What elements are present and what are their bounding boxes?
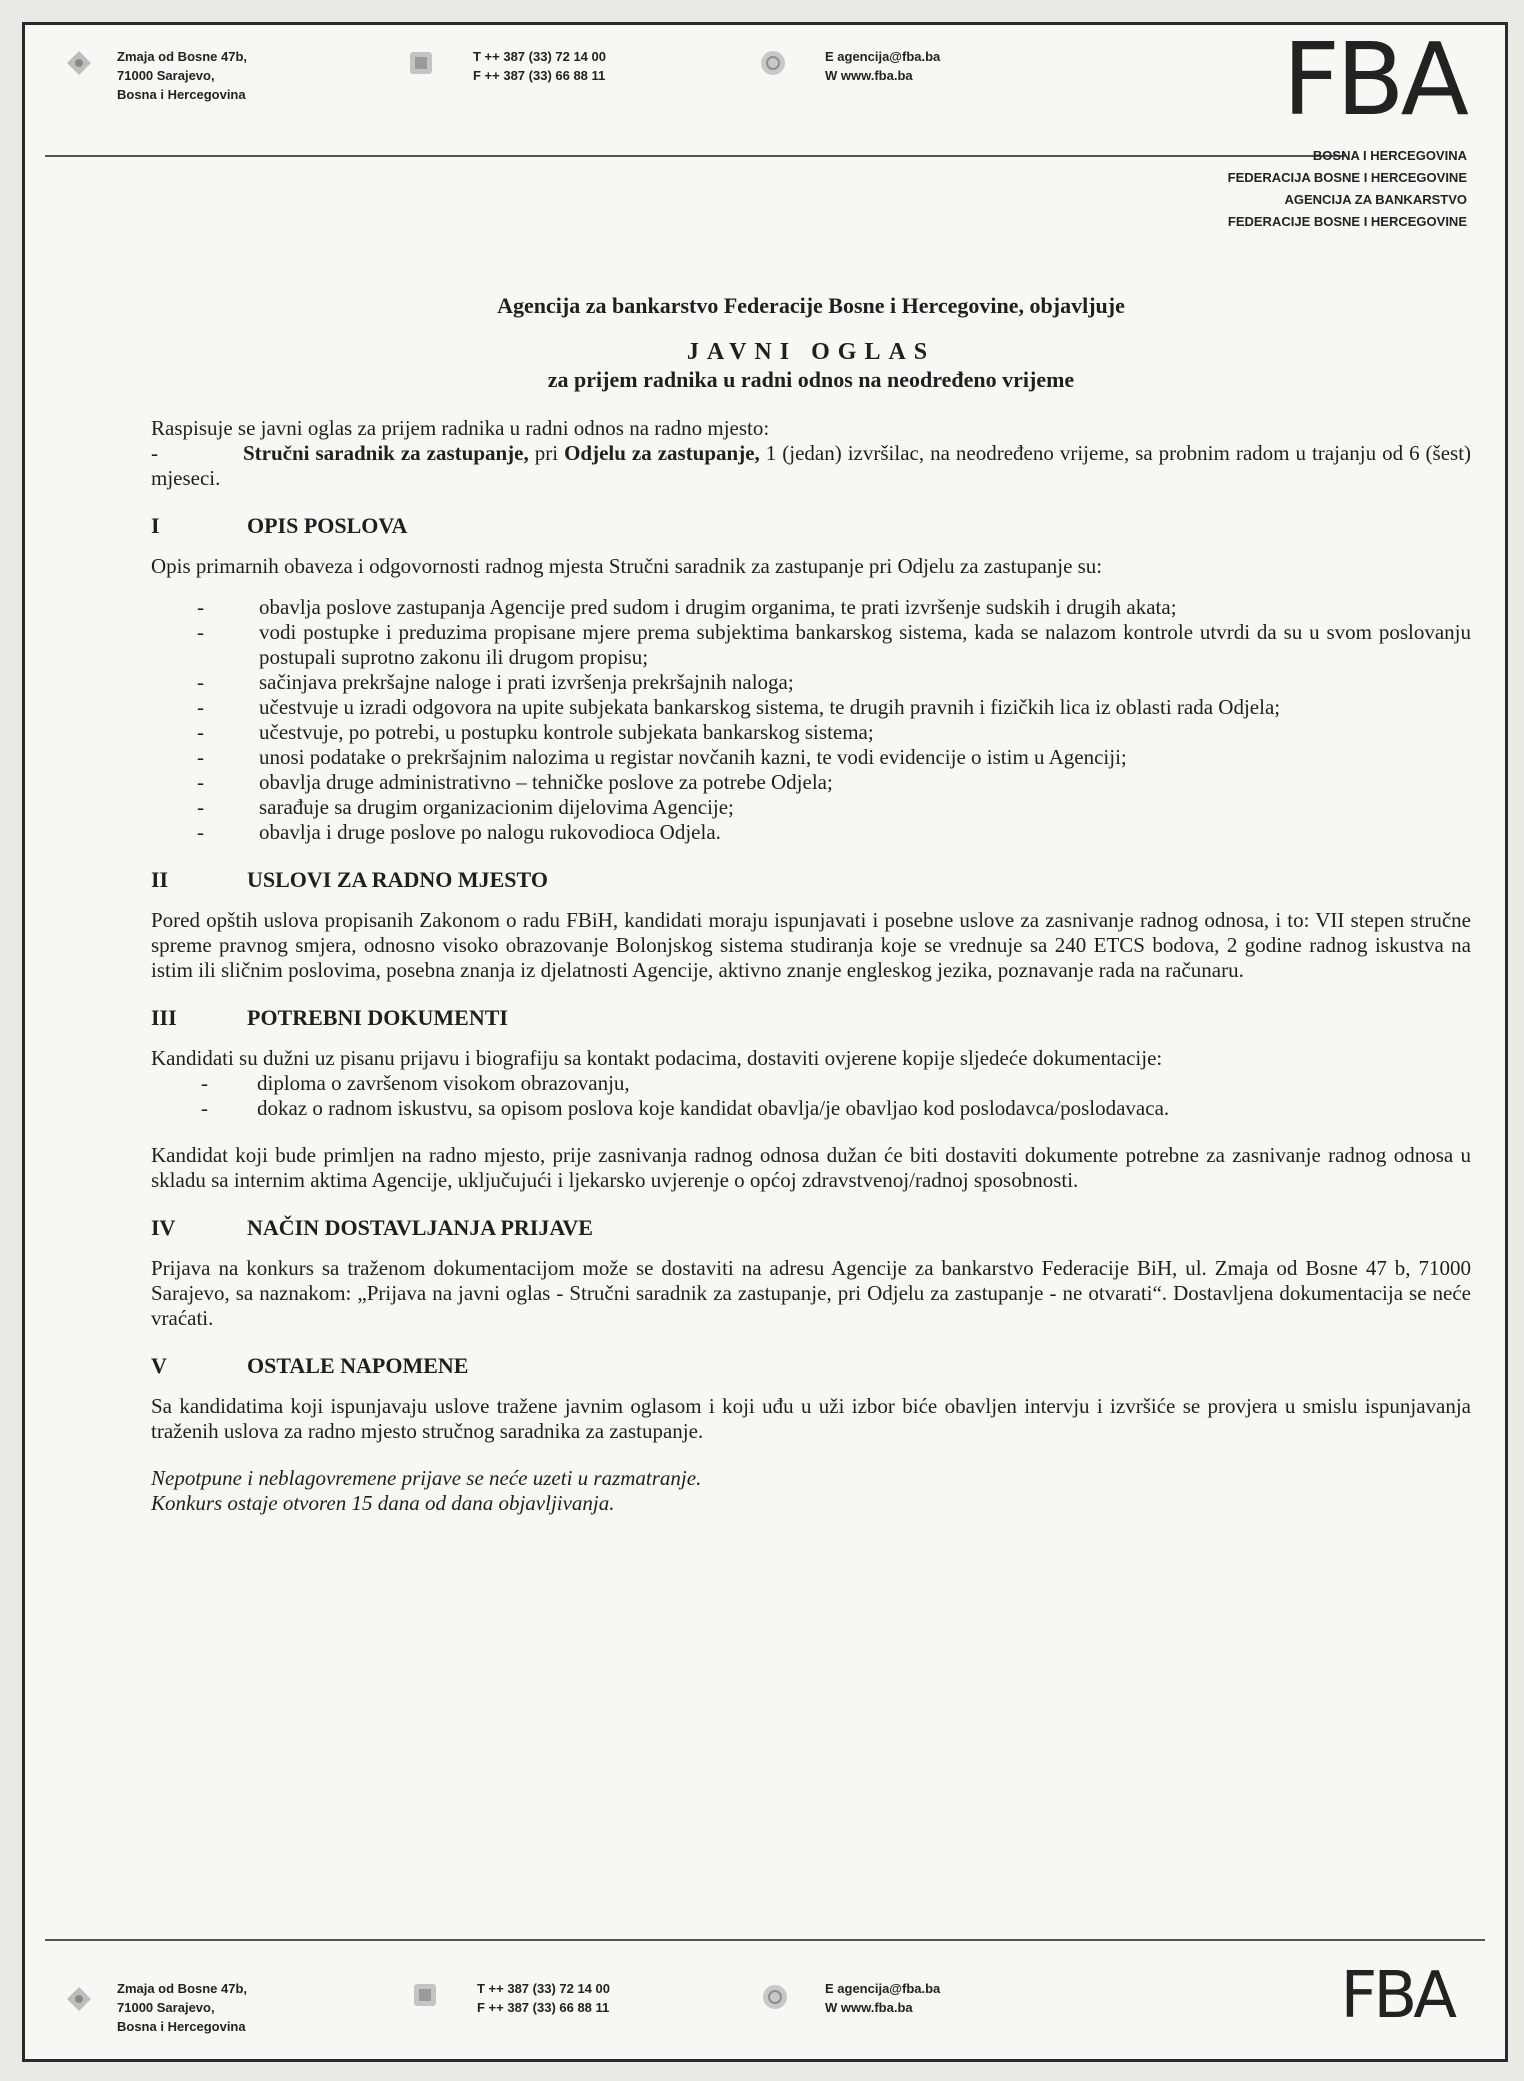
section-5-text: Sa kandidatima koji ispunjavaju uslove tražene javnim oglasom i koji uđu u uži izbor biće obavljen intervju i izvršiće se provjera u smislu ispunjavanja traženih uslova za radno mjesto stručnog saradnika za zastupanje.	[151, 1394, 1471, 1443]
list-item: - vodi postupke i preduzima propisane mjere prema subjektima bankarskog sistema, kada se nalazom kontrole utvrdi da su u svom poslovanju postupali suprotno zakonu ili drugom propisu;	[197, 620, 1471, 669]
section-4-text: Prijava na konkurs sa traženom dokumentacijom može se dostaviti na adresu Agencije za bankarstvo Federacije BiH, ul. Zmaja od Bosne 47 b, 71000 Sarajevo, sa naznakom: „Prijava na javni oglas - Stručni saradnik za zastupanje, pri Odjelu za zastupanje - ne otvarati“. Dostavljena dokumentacija se neće vraćati.	[151, 1256, 1471, 1330]
header-rule	[45, 155, 1345, 157]
phone-icon	[411, 1981, 439, 2009]
fba-logo: FBA	[1282, 21, 1465, 138]
section-2-text: Pored opštih uslova propisanih Zakonom o radu FBiH, kandidati moraju ispunjavati i posebne uslove za zasnivanje radnog odnosa, i to: VII stepen stručne spreme pravnog smjera, odnosno visoko obrazovanje Bolonjskog sistema studiranja koje se vrednuje sa 240 ETCS bodova, 2 godine radnog iskustva na istim ili sličnim poslovima, posebna znanja iz djelatnosti Agencije, aktivno znanje engleskog jezika, poznavanje rada na računaru.	[151, 908, 1471, 982]
list-item: - sačinjava prekršajne naloge i prati izvršenja prekršajnih naloga;	[197, 670, 794, 694]
list-item: - obavlja druge administrativno – tehničke poslove za potrebe Odjela;	[197, 770, 833, 794]
list-item: - dokaz o radnom iskustvu, sa opisom poslova koje kandidat obavlja/je obavljao kod poslodavca/poslodavaca.	[201, 1096, 1170, 1120]
duties-list	[151, 595, 1471, 845]
list-item: - sarađuje sa drugim organizacionim dijelovima Agencije;	[197, 795, 734, 819]
location-icon	[65, 1985, 93, 2013]
phone-icon	[407, 49, 435, 77]
footer-rule	[45, 1939, 1485, 1941]
fba-logo: FBA	[1340, 1959, 1453, 2033]
section-4-heading: IV NAČIN DOSTAVLJANJA PRIJAVE	[151, 1215, 593, 1240]
footer-phone: T ++ 387 (33) 72 14 00 F ++ 387 (33) 66 88 11	[477, 1981, 610, 2015]
footer-address: Zmaja od Bosne 47b, 71000 Sarajevo, Bosna i Hercegovina	[117, 1981, 248, 2034]
section-5-heading: V OSTALE NAPOMENE	[151, 1353, 469, 1378]
footer-web: E agencija@fba.ba W www.fba.ba	[825, 1981, 941, 2015]
section-2-heading: II USLOVI ZA RADNO MJESTO	[151, 867, 548, 892]
section-1-intro: Opis primarnih obaveza i odgovornosti radnog mjesta Stručni saradnik za zastupanje pri Odjelu za zastupanje su:	[151, 554, 1103, 578]
document-page	[22, 22, 1508, 2062]
header-web: E agencija@fba.ba W www.fba.ba	[825, 49, 941, 83]
position-line: - Stručni saradnik za zastupanje, pri Odjelu za zastupanje, 1 (jedan) izvršilac, na neodređeno vrijeme, sa probnim radom u trajanju od 6 (šest) mjeseci.	[151, 441, 1472, 490]
note-deadline: Konkurs ostaje otvoren 15 dana od dana objavljivanja.	[151, 1491, 615, 1515]
section-3-heading: III POTREBNI DOKUMENTI	[151, 1005, 508, 1030]
letterhead	[25, 21, 1505, 295]
agency-block: BOSNA I HERCEGOVINA FEDERACIJA BOSNE I HERCEGOVINE AGENCIJA ZA BANKARSTVO FEDERACIJE BOSNE I HERCEGOVINE	[1227, 148, 1467, 229]
header-phone: T ++ 387 (33) 72 14 00 F ++ 387 (33) 66 88 11	[473, 49, 606, 83]
list-item: - učestvuje, po potrebi, u postupku kontrole subjekata bankarskog sistema;	[197, 720, 874, 744]
list-item: - diploma o završenom visokom obrazovanju,	[201, 1071, 630, 1095]
list-item: - obavlja i druge poslove po nalogu rukovodioca Odjela.	[197, 820, 721, 844]
note-incomplete: Nepotpune i neblagovremene prijave se neće uzeti u razmatranje.	[151, 1466, 702, 1490]
location-icon	[65, 49, 93, 77]
list-item: - unosi podatake o prekršajnim nalozima u registar novčanih kazni, te vodi evidencije o istim u Agenciji;	[197, 745, 1127, 769]
list-item: - učestvuje u izradi odgovora na upite subjekata bankarskog sistema, te drugih pravnih i fizičkih lica iz oblasti rada Odjela;	[197, 695, 1281, 719]
documents-list	[151, 1071, 1471, 1121]
notice-title: JAVNI OGLAS	[686, 339, 936, 365]
section-3-text-2: Kandidat koji bude primljen na radno mjesto, prije zasnivanja radnog odnosa dužan će biti dostaviti dokumente potrebne za zasnivanje radnog odnosa u skladu sa internim aktima Agencije, uključujući i ljekarsko uvjerenje o općoj zdravstvenoj/radnoj sposobnosti.	[151, 1143, 1471, 1192]
notice-body	[151, 293, 1471, 1516]
globe-icon	[759, 49, 787, 77]
intro-text: Raspisuje se javni oglas za prijem radnika u radni odnos na radno mjesto:	[151, 416, 770, 440]
publisher-line: Agencija za bankarstvo Federacije Bosne i Hercegovine, objavljuje	[497, 293, 1125, 318]
section-1-heading: I OPIS POSLOVA	[151, 513, 408, 538]
globe-icon	[761, 1983, 789, 2011]
list-item: - obavlja poslove zastupanja Agencije pred sudom i drugim organima, te prati izvršenje sudskih i drugih akata;	[197, 595, 1177, 619]
footer	[25, 1939, 1505, 2059]
notice-subtitle: za prijem radnika u radni odnos na neodređeno vrijeme	[547, 367, 1075, 392]
header-address: Zmaja od Bosne 47b, 71000 Sarajevo, Bosna i Hercegovina	[117, 49, 248, 102]
section-3-text: Kandidati su dužni uz pisanu prijavu i biografiju sa kontakt podacima, dostaviti ovjerene kopije sljedeće dokumentacije:	[151, 1046, 1163, 1070]
